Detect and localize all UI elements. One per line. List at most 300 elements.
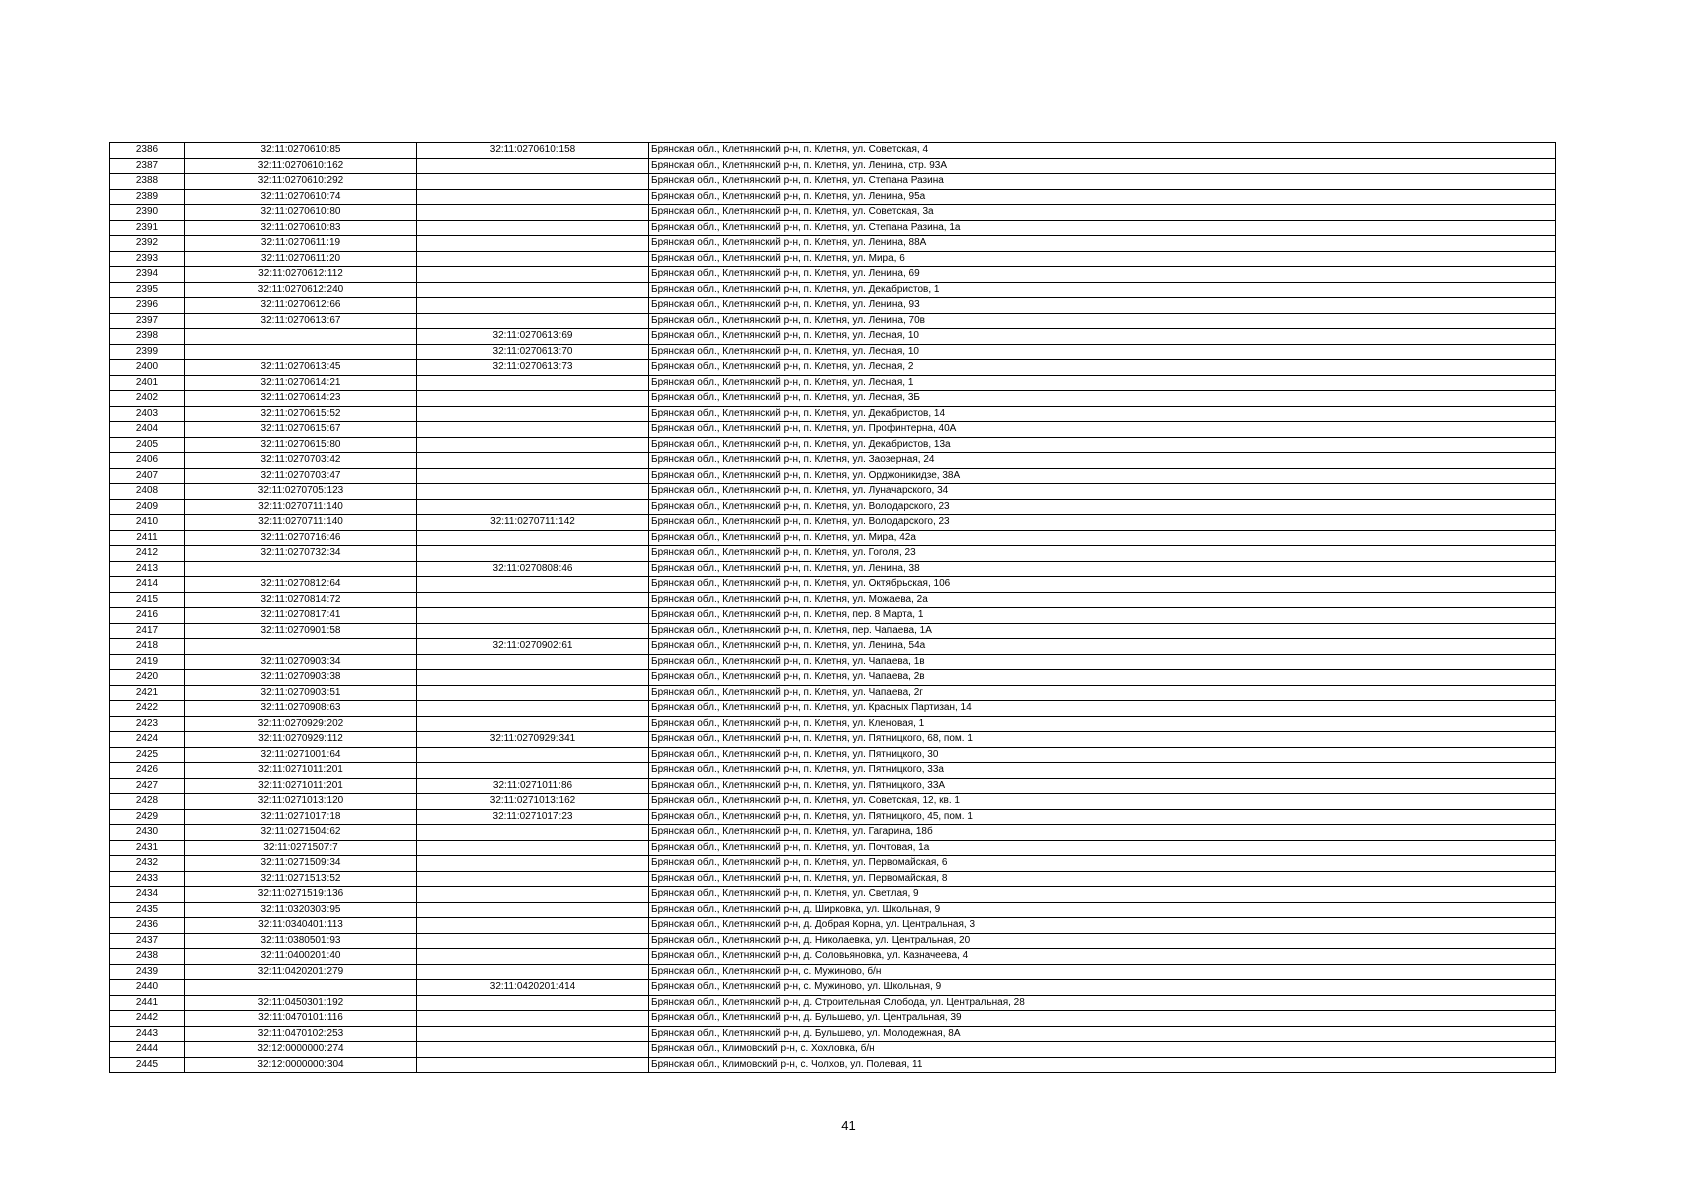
- address-cell: Брянская обл., Клетнянский р-н, п. Клетня, ул. Кленовая, 1: [649, 716, 1556, 732]
- cadastral-number-cell: [185, 980, 417, 996]
- address-cell: Брянская обл., Клетнянский р-н, п. Клетня, ул. Ленина, 88А: [649, 236, 1556, 252]
- registry-table: [109, 142, 1556, 1073]
- row-number-cell: 2442: [110, 1011, 185, 1027]
- address-cell: Брянская обл., Клетнянский р-н, п. Клетня, ул. Ленина, 54а: [649, 639, 1556, 655]
- cadastral-number-cell: 32:11:0270614:23: [185, 391, 417, 407]
- related-cadastral-number-cell: [417, 251, 649, 267]
- address-cell: Брянская обл., Клетнянский р-н, д. Бульшево, ул. Центральная, 39: [649, 1011, 1556, 1027]
- table-row: [110, 220, 1556, 236]
- address-cell: Брянская обл., Клетнянский р-н, п. Клетня, ул. Пятницкого, 68, пом. 1: [649, 732, 1556, 748]
- address-cell: Брянская обл., Клетнянский р-н, п. Клетня, ул. Лесная, 10: [649, 344, 1556, 360]
- table-row: [110, 995, 1556, 1011]
- row-number-cell: 2443: [110, 1026, 185, 1042]
- table-row: [110, 251, 1556, 267]
- address-cell: Брянская обл., Клетнянский р-н, п. Клетня, ул. Ленина, 69: [649, 267, 1556, 283]
- related-cadastral-number-cell: [417, 391, 649, 407]
- related-cadastral-number-cell: [417, 918, 649, 934]
- row-number-cell: 2399: [110, 344, 185, 360]
- cadastral-number-cell: 32:11:0270612:66: [185, 298, 417, 314]
- cadastral-number-cell: 32:11:0270711:140: [185, 499, 417, 515]
- row-number-cell: 2423: [110, 716, 185, 732]
- row-number-cell: 2396: [110, 298, 185, 314]
- cadastral-number-cell: 32:11:0271519:136: [185, 887, 417, 903]
- cadastral-number-cell: 32:11:0320303:95: [185, 902, 417, 918]
- address-cell: Брянская обл., Клетнянский р-н, д. Бульшево, ул. Молодежная, 8А: [649, 1026, 1556, 1042]
- cadastral-number-cell: 32:11:0340401:113: [185, 918, 417, 934]
- address-cell: Брянская обл., Клетнянский р-н, п. Клетня, ул. Чапаева, 1в: [649, 654, 1556, 670]
- table-row: [110, 623, 1556, 639]
- table-row: [110, 856, 1556, 872]
- related-cadastral-number-cell: [417, 499, 649, 515]
- address-cell: Брянская обл., Клетнянский р-н, п. Клетня, ул. Почтовая, 1а: [649, 840, 1556, 856]
- related-cadastral-number-cell: [417, 747, 649, 763]
- row-number-cell: 2400: [110, 360, 185, 376]
- address-cell: Брянская обл., Клетнянский р-н, п. Клетня, ул. Красных Партизан, 14: [649, 701, 1556, 717]
- table-row: [110, 747, 1556, 763]
- related-cadastral-number-cell: 32:11:0270613:73: [417, 360, 649, 376]
- address-cell: Брянская обл., Клетнянский р-н, п. Клетня, пер. Чапаева, 1А: [649, 623, 1556, 639]
- cadastral-number-cell: 32:11:0270814:72: [185, 592, 417, 608]
- address-cell: Брянская обл., Клетнянский р-н, п. Клетня, пер. 8 Марта, 1: [649, 608, 1556, 624]
- cadastral-number-cell: 32:11:0271507:7: [185, 840, 417, 856]
- row-number-cell: 2425: [110, 747, 185, 763]
- cadastral-number-cell: 32:11:0270613:67: [185, 313, 417, 329]
- row-number-cell: 2445: [110, 1057, 185, 1073]
- row-number-cell: 2417: [110, 623, 185, 639]
- table-row: [110, 174, 1556, 190]
- row-number-cell: 2429: [110, 809, 185, 825]
- address-cell: Брянская обл., Клетнянский р-н, п. Клетня, ул. Орджоникидзе, 38А: [649, 468, 1556, 484]
- row-number-cell: 2416: [110, 608, 185, 624]
- table-row: [110, 453, 1556, 469]
- address-cell: Брянская обл., Клетнянский р-н, п. Клетня, ул. Чапаева, 2в: [649, 670, 1556, 686]
- cadastral-number-cell: 32:11:0270610:80: [185, 205, 417, 221]
- cadastral-number-cell: 32:11:0270611:19: [185, 236, 417, 252]
- table-body: [110, 143, 1556, 1073]
- address-cell: Брянская обл., Клетнянский р-н, п. Клетня, ул. Октябрьская, 106: [649, 577, 1556, 593]
- related-cadastral-number-cell: 32:11:0270613:69: [417, 329, 649, 345]
- related-cadastral-number-cell: [417, 701, 649, 717]
- row-number-cell: 2414: [110, 577, 185, 593]
- row-number-cell: 2412: [110, 546, 185, 562]
- related-cadastral-number-cell: [417, 902, 649, 918]
- row-number-cell: 2418: [110, 639, 185, 655]
- row-number-cell: 2419: [110, 654, 185, 670]
- table-row: [110, 360, 1556, 376]
- table-row: [110, 189, 1556, 205]
- cadastral-number-cell: 32:11:0270929:112: [185, 732, 417, 748]
- row-number-cell: 2432: [110, 856, 185, 872]
- cadastral-number-cell: 32:11:0270615:67: [185, 422, 417, 438]
- cadastral-number-cell: [185, 639, 417, 655]
- table-row: [110, 825, 1556, 841]
- cadastral-number-cell: 32:11:0270703:47: [185, 468, 417, 484]
- address-cell: Брянская обл., Клетнянский р-н, п. Клетня, ул. Пятницкого, 30: [649, 747, 1556, 763]
- related-cadastral-number-cell: [417, 484, 649, 500]
- table-row: [110, 794, 1556, 810]
- row-number-cell: 2409: [110, 499, 185, 515]
- cadastral-number-cell: 32:11:0270817:41: [185, 608, 417, 624]
- related-cadastral-number-cell: [417, 623, 649, 639]
- related-cadastral-number-cell: 32:11:0420201:414: [417, 980, 649, 996]
- cadastral-number-cell: [185, 561, 417, 577]
- related-cadastral-number-cell: [417, 236, 649, 252]
- row-number-cell: 2410: [110, 515, 185, 531]
- related-cadastral-number-cell: [417, 716, 649, 732]
- cadastral-number-cell: 32:11:0271011:201: [185, 763, 417, 779]
- row-number-cell: 2426: [110, 763, 185, 779]
- table-row: [110, 344, 1556, 360]
- related-cadastral-number-cell: [417, 313, 649, 329]
- table-row: [110, 437, 1556, 453]
- table-row: [110, 980, 1556, 996]
- address-cell: Брянская обл., Клетнянский р-н, п. Клетня, ул. Ленина, стр. 93А: [649, 158, 1556, 174]
- related-cadastral-number-cell: [417, 1057, 649, 1073]
- table-row: [110, 639, 1556, 655]
- related-cadastral-number-cell: [417, 763, 649, 779]
- row-number-cell: 2391: [110, 220, 185, 236]
- table-row: [110, 406, 1556, 422]
- table-row: [110, 716, 1556, 732]
- address-cell: Брянская обл., Клетнянский р-н, п. Клетня, ул. Ленина, 38: [649, 561, 1556, 577]
- table-row: [110, 1026, 1556, 1042]
- cadastral-number-cell: 32:11:0420201:279: [185, 964, 417, 980]
- cadastral-number-cell: 32:11:0380501:93: [185, 933, 417, 949]
- address-cell: Брянская обл., Клетнянский р-н, п. Клетня, ул. Декабристов, 1: [649, 282, 1556, 298]
- related-cadastral-number-cell: [417, 995, 649, 1011]
- page-number: 41: [841, 1118, 856, 1133]
- row-number-cell: 2395: [110, 282, 185, 298]
- address-cell: Брянская обл., Клетнянский р-н, п. Клетня, ул. Степана Разина: [649, 174, 1556, 190]
- row-number-cell: 2402: [110, 391, 185, 407]
- row-number-cell: 2433: [110, 871, 185, 887]
- related-cadastral-number-cell: [417, 933, 649, 949]
- cadastral-number-cell: 32:12:0000000:274: [185, 1042, 417, 1058]
- address-cell: Брянская обл., Клетнянский р-н, п. Клетня, ул. Володарского, 23: [649, 515, 1556, 531]
- row-number-cell: 2441: [110, 995, 185, 1011]
- row-number-cell: 2401: [110, 375, 185, 391]
- address-cell: Брянская обл., Клетнянский р-н, д. Строительная Слобода, ул. Центральная, 28: [649, 995, 1556, 1011]
- related-cadastral-number-cell: [417, 840, 649, 856]
- related-cadastral-number-cell: [417, 375, 649, 391]
- cadastral-number-cell: 32:11:0271513:52: [185, 871, 417, 887]
- row-number-cell: 2408: [110, 484, 185, 500]
- table-row: [110, 205, 1556, 221]
- table-row: [110, 484, 1556, 500]
- table-row: [110, 763, 1556, 779]
- row-number-cell: 2394: [110, 267, 185, 283]
- table-row: [110, 329, 1556, 345]
- table-row: [110, 840, 1556, 856]
- related-cadastral-number-cell: [417, 654, 649, 670]
- cadastral-number-cell: 32:11:0271509:34: [185, 856, 417, 872]
- table-row: [110, 902, 1556, 918]
- row-number-cell: 2388: [110, 174, 185, 190]
- related-cadastral-number-cell: 32:11:0270613:70: [417, 344, 649, 360]
- row-number-cell: 2386: [110, 143, 185, 159]
- cadastral-number-cell: 32:11:0271011:201: [185, 778, 417, 794]
- cadastral-number-cell: 32:11:0270812:64: [185, 577, 417, 593]
- cadastral-number-cell: 32:11:0270610:83: [185, 220, 417, 236]
- table-row: [110, 778, 1556, 794]
- row-number-cell: 2398: [110, 329, 185, 345]
- address-cell: Брянская обл., Клетнянский р-н, п. Клетня, ул. Советская, 3а: [649, 205, 1556, 221]
- table-row: [110, 887, 1556, 903]
- cadastral-number-cell: 32:11:0270610:85: [185, 143, 417, 159]
- table-row: [110, 1057, 1556, 1073]
- row-number-cell: 2389: [110, 189, 185, 205]
- cadastral-number-cell: 32:11:0470102:253: [185, 1026, 417, 1042]
- address-cell: Брянская обл., Клетнянский р-н, п. Клетня, ул. Мира, 42а: [649, 530, 1556, 546]
- row-number-cell: 2411: [110, 530, 185, 546]
- address-cell: Брянская обл., Клетнянский р-н, п. Клетня, ул. Пятницкого, 33А: [649, 778, 1556, 794]
- cadastral-number-cell: 32:11:0270929:202: [185, 716, 417, 732]
- cadastral-number-cell: 32:11:0270903:38: [185, 670, 417, 686]
- row-number-cell: 2407: [110, 468, 185, 484]
- table-row: [110, 546, 1556, 562]
- address-cell: Брянская обл., Клетнянский р-н, п. Клетня, ул. Луначарского, 34: [649, 484, 1556, 500]
- row-number-cell: 2444: [110, 1042, 185, 1058]
- row-number-cell: 2428: [110, 794, 185, 810]
- address-cell: Брянская обл., Клетнянский р-н, п. Клетня, ул. Советская, 4: [649, 143, 1556, 159]
- table-row: [110, 530, 1556, 546]
- row-number-cell: 2440: [110, 980, 185, 996]
- related-cadastral-number-cell: [417, 871, 649, 887]
- cadastral-number-cell: 32:11:0270610:162: [185, 158, 417, 174]
- cadastral-number-cell: 32:11:0270703:42: [185, 453, 417, 469]
- cadastral-number-cell: 32:11:0270613:45: [185, 360, 417, 376]
- related-cadastral-number-cell: 32:11:0270929:341: [417, 732, 649, 748]
- related-cadastral-number-cell: [417, 949, 649, 965]
- related-cadastral-number-cell: [417, 964, 649, 980]
- related-cadastral-number-cell: [417, 546, 649, 562]
- cadastral-number-cell: 32:11:0270903:51: [185, 685, 417, 701]
- row-number-cell: 2406: [110, 453, 185, 469]
- table-row: [110, 592, 1556, 608]
- address-cell: Брянская обл., Клетнянский р-н, п. Клетня, ул. Первомайская, 8: [649, 871, 1556, 887]
- row-number-cell: 2421: [110, 685, 185, 701]
- cadastral-number-cell: 32:11:0270612:112: [185, 267, 417, 283]
- address-cell: Брянская обл., Клетнянский р-н, д. Соловьяновка, ул. Казначеева, 4: [649, 949, 1556, 965]
- row-number-cell: 2437: [110, 933, 185, 949]
- address-cell: Брянская обл., Клетнянский р-н, п. Клетня, ул. Ленина, 70в: [649, 313, 1556, 329]
- address-cell: Брянская обл., Клетнянский р-н, п. Клетня, ул. Лесная, 10: [649, 329, 1556, 345]
- cadastral-number-cell: 32:11:0271504:62: [185, 825, 417, 841]
- cadastral-number-cell: 32:11:0270901:58: [185, 623, 417, 639]
- related-cadastral-number-cell: [417, 592, 649, 608]
- table-row: [110, 1042, 1556, 1058]
- related-cadastral-number-cell: [417, 158, 649, 174]
- table-row: [110, 422, 1556, 438]
- related-cadastral-number-cell: [417, 530, 649, 546]
- address-cell: Брянская обл., Климовский р-н, с. Хохловка, б/н: [649, 1042, 1556, 1058]
- row-number-cell: 2392: [110, 236, 185, 252]
- table-row: [110, 608, 1556, 624]
- related-cadastral-number-cell: [417, 1011, 649, 1027]
- row-number-cell: 2430: [110, 825, 185, 841]
- cadastral-number-cell: 32:11:0271017:18: [185, 809, 417, 825]
- address-cell: Брянская обл., Клетнянский р-н, с. Мужиново, ул. Школьная, 9: [649, 980, 1556, 996]
- address-cell: Брянская обл., Клетнянский р-н, п. Клетня, ул. Володарского, 23: [649, 499, 1556, 515]
- address-cell: Брянская обл., Клетнянский р-н, п. Клетня, ул. Советская, 12, кв. 1: [649, 794, 1556, 810]
- related-cadastral-number-cell: [417, 825, 649, 841]
- row-number-cell: 2413: [110, 561, 185, 577]
- table-row: [110, 143, 1556, 159]
- related-cadastral-number-cell: [417, 220, 649, 236]
- table-row: [110, 949, 1556, 965]
- address-cell: Брянская обл., Клетнянский р-н, п. Клетня, ул. Первомайская, 6: [649, 856, 1556, 872]
- table-row: [110, 933, 1556, 949]
- table-row: [110, 964, 1556, 980]
- related-cadastral-number-cell: 32:11:0270902:61: [417, 639, 649, 655]
- table-row: [110, 298, 1556, 314]
- row-number-cell: 2435: [110, 902, 185, 918]
- table-row: [110, 561, 1556, 577]
- address-cell: Брянская обл., Клетнянский р-н, п. Клетня, ул. Чапаева, 2г: [649, 685, 1556, 701]
- related-cadastral-number-cell: 32:11:0270711:142: [417, 515, 649, 531]
- related-cadastral-number-cell: [417, 174, 649, 190]
- related-cadastral-number-cell: [417, 1026, 649, 1042]
- address-cell: Брянская обл., Клетнянский р-н, п. Клетня, ул. Мира, 6: [649, 251, 1556, 267]
- row-number-cell: 2404: [110, 422, 185, 438]
- address-cell: Брянская обл., Клетнянский р-н, п. Клетня, ул. Степана Разина, 1а: [649, 220, 1556, 236]
- cadastral-number-cell: 32:11:0270716:46: [185, 530, 417, 546]
- address-cell: Брянская обл., Клетнянский р-н, д. Николаевка, ул. Центральная, 20: [649, 933, 1556, 949]
- related-cadastral-number-cell: [417, 608, 649, 624]
- table-row: [110, 1011, 1556, 1027]
- row-number-cell: 2424: [110, 732, 185, 748]
- related-cadastral-number-cell: 32:11:0271011:86: [417, 778, 649, 794]
- table-row: [110, 282, 1556, 298]
- related-cadastral-number-cell: 32:11:0271017:23: [417, 809, 649, 825]
- row-number-cell: 2431: [110, 840, 185, 856]
- related-cadastral-number-cell: [417, 189, 649, 205]
- related-cadastral-number-cell: [417, 887, 649, 903]
- address-cell: Брянская обл., Клетнянский р-н, п. Клетня, ул. Профинтерна, 40А: [649, 422, 1556, 438]
- address-cell: Брянская обл., Клетнянский р-н, п. Клетня, ул. Гоголя, 23: [649, 546, 1556, 562]
- address-cell: Брянская обл., Клетнянский р-н, п. Клетня, ул. Ленина, 93: [649, 298, 1556, 314]
- related-cadastral-number-cell: [417, 685, 649, 701]
- cadastral-number-cell: 32:11:0270612:240: [185, 282, 417, 298]
- cadastral-number-cell: 32:11:0270732:34: [185, 546, 417, 562]
- table-row: [110, 577, 1556, 593]
- related-cadastral-number-cell: [417, 267, 649, 283]
- related-cadastral-number-cell: [417, 282, 649, 298]
- row-number-cell: 2436: [110, 918, 185, 934]
- table-row: [110, 732, 1556, 748]
- cadastral-number-cell: 32:11:0270615:52: [185, 406, 417, 422]
- related-cadastral-number-cell: [417, 1042, 649, 1058]
- cadastral-number-cell: 32:12:0000000:304: [185, 1057, 417, 1073]
- table-row: [110, 468, 1556, 484]
- table-row: [110, 701, 1556, 717]
- address-cell: Брянская обл., Клетнянский р-н, д. Ширковка, ул. Школьная, 9: [649, 902, 1556, 918]
- table-row: [110, 654, 1556, 670]
- table-row: [110, 871, 1556, 887]
- row-number-cell: 2403: [110, 406, 185, 422]
- row-number-cell: 2405: [110, 437, 185, 453]
- cadastral-number-cell: 32:11:0271013:120: [185, 794, 417, 810]
- cadastral-number-cell: 32:11:0270614:21: [185, 375, 417, 391]
- table-row: [110, 267, 1556, 283]
- cadastral-number-cell: 32:11:0270711:140: [185, 515, 417, 531]
- table-row: [110, 918, 1556, 934]
- related-cadastral-number-cell: [417, 298, 649, 314]
- row-number-cell: 2438: [110, 949, 185, 965]
- table-row: [110, 375, 1556, 391]
- table-row: [110, 809, 1556, 825]
- cadastral-number-cell: 32:11:0270615:80: [185, 437, 417, 453]
- address-cell: Брянская обл., Клетнянский р-н, п. Клетня, ул. Пятницкого, 45, пом. 1: [649, 809, 1556, 825]
- related-cadastral-number-cell: [417, 670, 649, 686]
- address-cell: Брянская обл., Клетнянский р-н, п. Клетня, ул. Лесная, 2: [649, 360, 1556, 376]
- row-number-cell: 2397: [110, 313, 185, 329]
- related-cadastral-number-cell: [417, 453, 649, 469]
- table-row: [110, 515, 1556, 531]
- address-cell: Брянская обл., Клетнянский р-н, п. Клетня, ул. Лесная, 1: [649, 375, 1556, 391]
- related-cadastral-number-cell: [417, 577, 649, 593]
- related-cadastral-number-cell: 32:11:0270610:158: [417, 143, 649, 159]
- table-row: [110, 685, 1556, 701]
- cadastral-number-cell: 32:11:0450301:192: [185, 995, 417, 1011]
- address-cell: Брянская обл., Клетнянский р-н, п. Клетня, ул. Светлая, 9: [649, 887, 1556, 903]
- table-row: [110, 158, 1556, 174]
- row-number-cell: 2422: [110, 701, 185, 717]
- address-cell: Брянская обл., Клетнянский р-н, п. Клетня, ул. Декабристов, 13а: [649, 437, 1556, 453]
- table-row: [110, 236, 1556, 252]
- row-number-cell: 2393: [110, 251, 185, 267]
- row-number-cell: 2420: [110, 670, 185, 686]
- related-cadastral-number-cell: [417, 422, 649, 438]
- address-cell: Брянская обл., Клетнянский р-н, п. Клетня, ул. Пятницкого, 33а: [649, 763, 1556, 779]
- cadastral-number-cell: 32:11:0270610:74: [185, 189, 417, 205]
- table-row: [110, 391, 1556, 407]
- related-cadastral-number-cell: [417, 468, 649, 484]
- row-number-cell: 2390: [110, 205, 185, 221]
- cadastral-number-cell: 32:11:0270610:292: [185, 174, 417, 190]
- address-cell: Брянская обл., Клетнянский р-н, п. Клетня, ул. Декабристов, 14: [649, 406, 1556, 422]
- table-row: [110, 313, 1556, 329]
- row-number-cell: 2427: [110, 778, 185, 794]
- related-cadastral-number-cell: [417, 437, 649, 453]
- address-cell: Брянская обл., Клетнянский р-н, с. Мужиново, б/н: [649, 964, 1556, 980]
- cadastral-number-cell: 32:11:0270705:123: [185, 484, 417, 500]
- address-cell: Брянская обл., Клетнянский р-н, п. Клетня, ул. Ленина, 95а: [649, 189, 1556, 205]
- table-row: [110, 670, 1556, 686]
- related-cadastral-number-cell: 32:11:0270808:46: [417, 561, 649, 577]
- cadastral-number-cell: 32:11:0270611:20: [185, 251, 417, 267]
- cadastral-number-cell: [185, 329, 417, 345]
- cadastral-number-cell: 32:11:0470101:116: [185, 1011, 417, 1027]
- cadastral-number-cell: 32:11:0271001:64: [185, 747, 417, 763]
- address-cell: Брянская обл., Клетнянский р-н, п. Клетня, ул. Можаева, 2а: [649, 592, 1556, 608]
- cadastral-number-cell: 32:11:0270903:34: [185, 654, 417, 670]
- cadastral-number-cell: [185, 344, 417, 360]
- cadastral-number-cell: 32:11:0270908:63: [185, 701, 417, 717]
- related-cadastral-number-cell: [417, 205, 649, 221]
- address-cell: Брянская обл., Климовский р-н, с. Чолхов, ул. Полевая, 11: [649, 1057, 1556, 1073]
- address-cell: Брянская обл., Клетнянский р-н, д. Добрая Корна, ул. Центральная, 3: [649, 918, 1556, 934]
- row-number-cell: 2387: [110, 158, 185, 174]
- related-cadastral-number-cell: 32:11:0271013:162: [417, 794, 649, 810]
- row-number-cell: 2434: [110, 887, 185, 903]
- cadastral-number-cell: 32:11:0400201:40: [185, 949, 417, 965]
- row-number-cell: 2415: [110, 592, 185, 608]
- related-cadastral-number-cell: [417, 856, 649, 872]
- address-cell: Брянская обл., Клетнянский р-н, п. Клетня, ул. Лесная, 3Б: [649, 391, 1556, 407]
- address-cell: Брянская обл., Клетнянский р-н, п. Клетня, ул. Гагарина, 18б: [649, 825, 1556, 841]
- address-cell: Брянская обл., Клетнянский р-н, п. Клетня, ул. Заозерная, 24: [649, 453, 1556, 469]
